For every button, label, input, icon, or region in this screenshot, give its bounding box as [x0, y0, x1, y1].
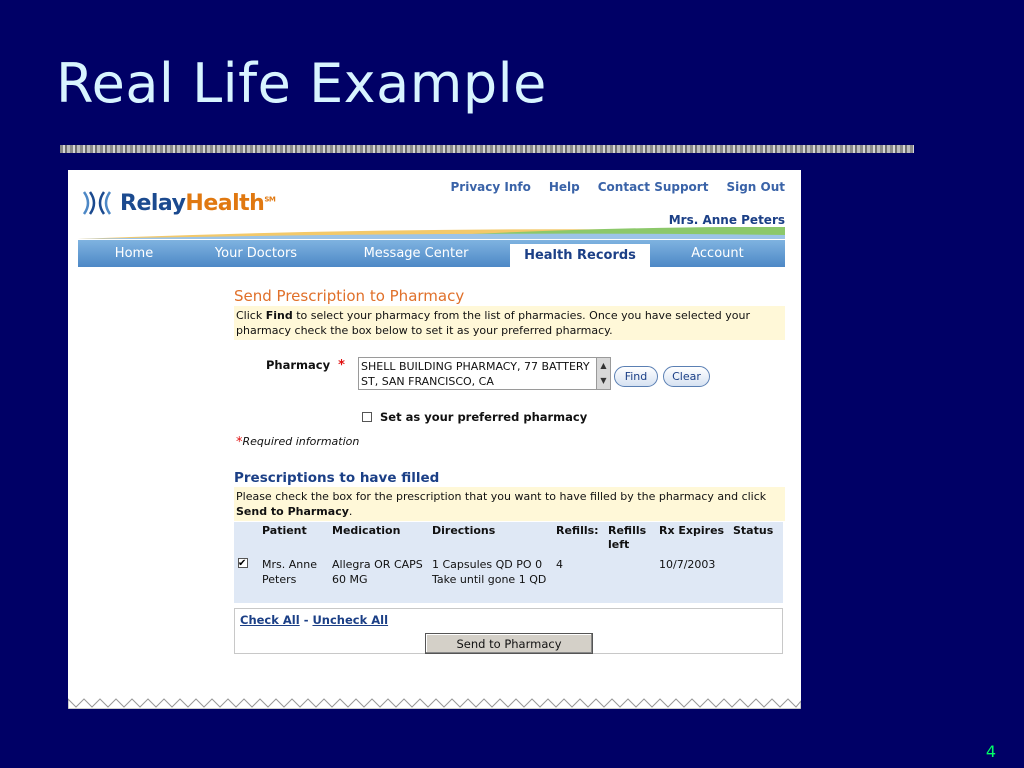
- scroll-down-icon[interactable]: ▼: [600, 376, 607, 385]
- check-links: [240, 613, 388, 627]
- prescription-checkbox[interactable]: [238, 558, 248, 568]
- tab-home[interactable]: Home: [114, 246, 154, 261]
- header-swoosh: [78, 227, 785, 239]
- column-header: Directions: [428, 522, 552, 554]
- scroll-up-icon[interactable]: ▲: [600, 361, 607, 370]
- column-header: Refills:: [552, 522, 604, 554]
- actions-box: [234, 608, 783, 654]
- cell-medication: Allegra OR CAPS 60 MG: [328, 554, 428, 603]
- required-star: *: [338, 358, 345, 373]
- privacy-info-link[interactable]: Privacy Info: [450, 180, 531, 194]
- slide-title: Real Life Example: [56, 52, 547, 115]
- preferred-pharmacy-label: Set as your preferred pharmacy: [380, 410, 588, 424]
- relayhealth-logo-icon: [80, 189, 114, 217]
- column-header: Status: [729, 522, 783, 554]
- pharmacy-listbox[interactable]: [358, 357, 611, 390]
- torn-edge: [68, 687, 801, 709]
- tab-your-doctors[interactable]: Your Doctors: [214, 246, 298, 261]
- column-header: Medication: [328, 522, 428, 554]
- sign-out-link[interactable]: Sign Out: [726, 180, 785, 194]
- top-links: [451, 180, 786, 194]
- preferred-pharmacy-row: [362, 410, 587, 424]
- pharmacy-row: [234, 352, 785, 432]
- cell-directions: 1 Capsules QD PO 0 Take until gone 1 QD: [428, 554, 552, 603]
- cell-refills: 4: [552, 554, 604, 603]
- cell-status: [729, 554, 783, 603]
- main-content: [234, 287, 785, 654]
- column-header: Patient: [258, 522, 328, 554]
- relayhealth-logo[interactable]: [80, 186, 275, 220]
- column-header: Refills left: [604, 522, 655, 554]
- pharmacy-label: Pharmacy *: [266, 358, 345, 373]
- slide-number: 4: [985, 742, 996, 761]
- title-divider: [60, 145, 914, 153]
- pharmacy-value: SHELL BUILDING PHARMACY, 77 BATTERY ST, SAN FRANCISCO, CA: [361, 360, 590, 388]
- contact-support-link[interactable]: Contact Support: [597, 180, 709, 194]
- send-prescription-title: Send Prescription to Pharmacy: [234, 287, 465, 305]
- tab-message-center[interactable]: Message Center: [363, 246, 469, 261]
- pharmacy-scrollbar[interactable]: [596, 358, 610, 389]
- check-all-link[interactable]: Check All: [240, 613, 300, 627]
- prescriptions-table: [234, 522, 783, 603]
- send-to-pharmacy-button[interactable]: Send to Pharmacy: [425, 633, 593, 654]
- link-separator: -: [299, 613, 313, 627]
- table-row: [234, 554, 783, 603]
- prescriptions-title: Prescriptions to have filled: [234, 470, 440, 486]
- cell-refills-left: [604, 554, 655, 603]
- table-header-row: [234, 522, 783, 554]
- cell-patient: Mrs. Anne Peters: [258, 554, 328, 603]
- main-nav: [78, 240, 785, 267]
- logo-text: RelayHealth℠: [120, 190, 276, 216]
- uncheck-all-link[interactable]: Uncheck All: [312, 613, 389, 627]
- prescriptions-instructions: Please check the box for the prescription that you want to have filled by the pharmacy and click Send to Pharmacy.: [234, 487, 785, 521]
- tab-account[interactable]: Account: [691, 246, 744, 261]
- help-link[interactable]: Help: [548, 180, 580, 194]
- required-info-note: *Required information: [236, 435, 360, 450]
- screenshot-panel: [68, 170, 801, 709]
- preferred-pharmacy-checkbox[interactable]: [362, 412, 372, 422]
- user-name: Mrs. Anne Peters: [668, 213, 785, 227]
- column-header: Rx Expires: [655, 522, 729, 554]
- cell-rx-expires: 10/7/2003: [655, 554, 729, 603]
- send-instructions: Click Find to select your pharmacy from the list of pharmacies. Once you have selected your pharmacy check the box below to set it as your preferred pharmacy.: [234, 306, 785, 340]
- tab-health-records[interactable]: Health Records: [510, 244, 650, 267]
- clear-button[interactable]: Clear: [663, 366, 710, 387]
- find-button[interactable]: Find: [614, 366, 658, 387]
